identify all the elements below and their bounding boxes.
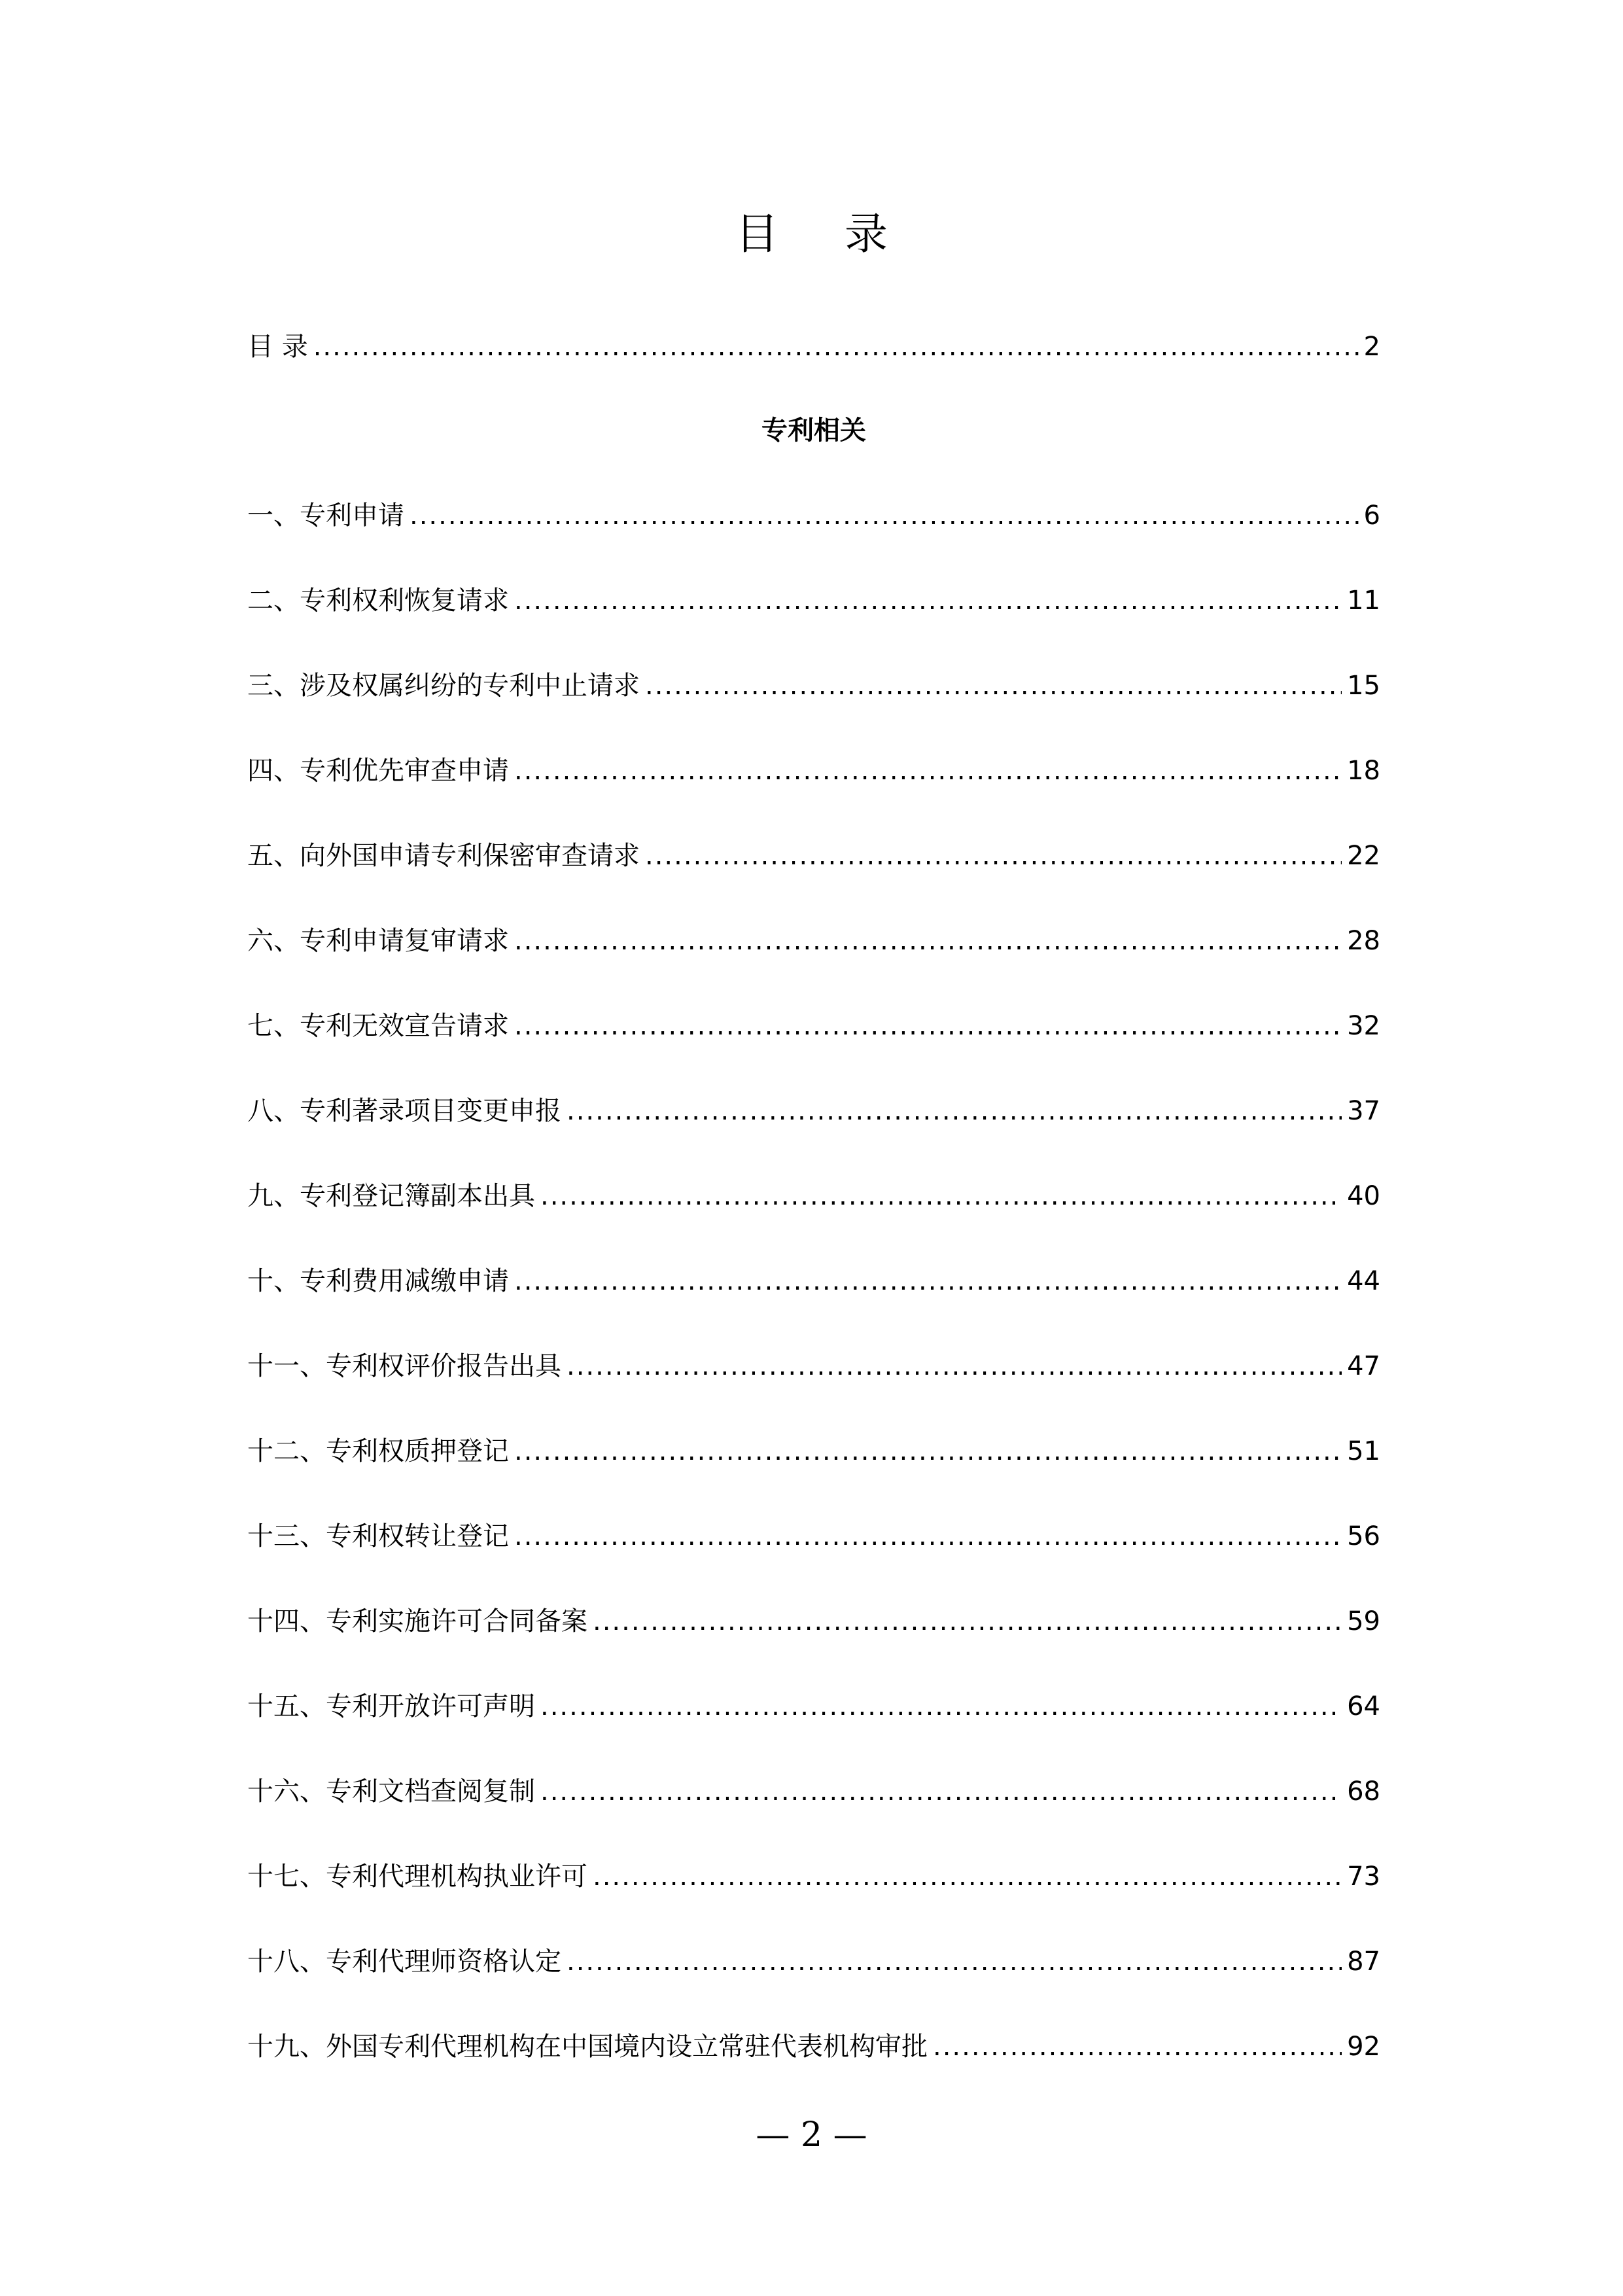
toc-entry-label: 四、专利优先审查申请 (247, 756, 509, 786)
toc-entry-label: 十九、外国专利代理机构在中国境内设立常驻代表机构审批 (247, 2032, 928, 2062)
dot-leader (567, 1091, 1342, 1131)
toc-entry-page: 22 (1347, 841, 1380, 871)
toc-entry-label: 十、专利费用减缴申请 (247, 1266, 509, 1296)
toc-entry[interactable] (247, 1942, 1380, 1981)
toc-entry-label: 九、专利登记簿副本出具 (247, 1181, 535, 1211)
toc-entry[interactable] (247, 1176, 1380, 1216)
toc-entry-page: 51 (1347, 1436, 1380, 1466)
toc-entry-label: 三、涉及权属纠纷的专利中止请求 (247, 671, 640, 701)
dot-leader (514, 1262, 1342, 1301)
toc-entry-label: 六、专利申请复审请求 (247, 926, 509, 956)
toc-entry[interactable] (247, 1687, 1380, 1726)
dot-leader (514, 751, 1342, 790)
dot-leader (567, 1347, 1342, 1386)
dot-leader (593, 1602, 1342, 1641)
toc-entry-page: 73 (1347, 1862, 1380, 1892)
toc-entry[interactable] (247, 1857, 1380, 1896)
toc-entry[interactable] (247, 1517, 1380, 1556)
dot-leader (514, 581, 1342, 620)
page-title: 目 录 (735, 209, 914, 259)
toc-entry-page: 40 (1347, 1181, 1380, 1211)
toc-entry[interactable] (247, 921, 1380, 961)
toc-entry-label: 十五、专利开放许可声明 (247, 1691, 535, 1722)
toc-entry-label: 十七、专利代理机构执业许可 (247, 1862, 587, 1892)
toc-entry-label: 十二、专利权质押登记 (247, 1436, 509, 1466)
toc-entry-label: 二、专利权利恢复请求 (247, 586, 509, 616)
toc-entry-page: 47 (1347, 1351, 1380, 1381)
toc-entry[interactable] (247, 2027, 1380, 2066)
toc-entry-page: 56 (1347, 1521, 1380, 1551)
toc-entry-page: 59 (1347, 1606, 1380, 1636)
toc-entry[interactable] (247, 751, 1380, 790)
toc-entry-label: 十八、专利代理师资格认定 (247, 1947, 561, 1977)
dot-leader (645, 836, 1342, 875)
dot-leader (540, 1772, 1342, 1811)
toc-entry-label: 十三、专利权转让登记 (247, 1521, 509, 1551)
toc-entry-page: 44 (1347, 1266, 1380, 1296)
dot-leader (540, 1176, 1342, 1216)
dot-leader (540, 1687, 1342, 1726)
table-of-contents (247, 0, 1380, 2296)
toc-entry-label: 八、专利著录项目变更申报 (247, 1096, 561, 1126)
toc-entry[interactable] (247, 1602, 1380, 1641)
toc-entry[interactable] (247, 666, 1380, 705)
toc-entry-page: 37 (1347, 1096, 1380, 1126)
toc-entry-label: 十六、专利文档查阅复制 (247, 1776, 535, 1807)
toc-entry-label: 五、向外国申请专利保密审查请求 (247, 841, 640, 871)
toc-entry[interactable] (247, 1347, 1380, 1386)
toc-entry[interactable] (247, 836, 1380, 875)
toc-entry-label: 七、专利无效宣告请求 (247, 1011, 509, 1041)
dot-leader (567, 1942, 1342, 1981)
toc-entry-contents[interactable] (247, 327, 1380, 366)
dot-leader (514, 1517, 1342, 1556)
toc-entry-page: 18 (1347, 756, 1380, 786)
toc-entry-label: 十一、专利权评价报告出具 (247, 1351, 561, 1381)
toc-entry-page: 6 (1363, 501, 1380, 531)
toc-entry-page: 11 (1347, 586, 1380, 616)
dot-leader (933, 2027, 1342, 2066)
toc-entry[interactable] (247, 581, 1380, 620)
toc-entry-page: 68 (1347, 1776, 1380, 1807)
dot-leader (313, 327, 1359, 366)
toc-entry-page: 87 (1347, 1947, 1380, 1977)
section-heading: 专利相关 (761, 415, 866, 446)
toc-entry-label: 目 录 (247, 332, 308, 362)
dot-leader (514, 1432, 1342, 1471)
toc-entry[interactable] (247, 1091, 1380, 1131)
dot-leader (514, 921, 1342, 961)
dot-leader (410, 496, 1359, 535)
toc-entry[interactable] (247, 1772, 1380, 1811)
toc-entry[interactable] (247, 496, 1380, 535)
toc-entry-page: 15 (1347, 671, 1380, 701)
toc-entry-page: 64 (1347, 1691, 1380, 1722)
toc-entry-page: 28 (1347, 926, 1380, 956)
toc-entry-label: 十四、专利实施许可合同备案 (247, 1606, 587, 1636)
dot-leader (514, 1006, 1342, 1046)
toc-entry-label: 一、专利申请 (247, 501, 404, 531)
toc-entry[interactable] (247, 1006, 1380, 1046)
toc-entry[interactable] (247, 1432, 1380, 1471)
toc-entry[interactable] (247, 1262, 1380, 1301)
toc-entry-page: 2 (1363, 332, 1380, 362)
dot-leader (593, 1857, 1342, 1896)
page-number: — 2 — (756, 2115, 867, 2155)
toc-entry-page: 32 (1347, 1011, 1380, 1041)
dot-leader (645, 666, 1342, 705)
toc-entry-page: 92 (1347, 2032, 1380, 2062)
